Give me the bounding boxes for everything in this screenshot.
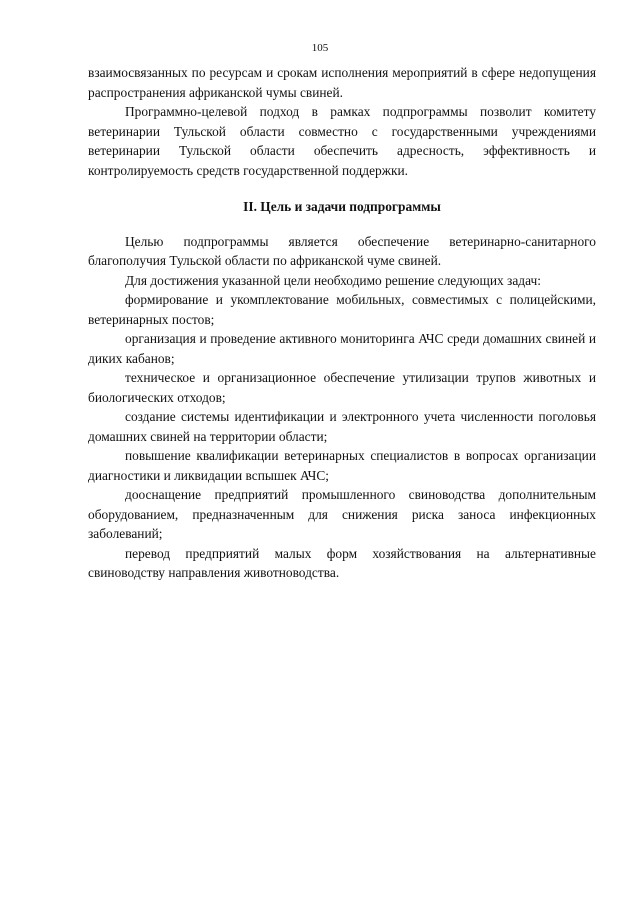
tasks-intro-paragraph: Для достижения указанной цели необходимо решение следующих задач: xyxy=(125,272,541,288)
intro-paragraph-1: взаимосвязанных по ресурсам и срокам исполнения мероприятий в сфере недопущения распространения африканской чумы свиней. xyxy=(88,65,596,100)
task-item-4: создание системы идентификации и электронного учета численности поголовья домашних свиней на территории области; xyxy=(88,409,596,444)
task-item-2: организация и проведение активного мониторинга АЧС среди домашних свиней и диких кабанов; xyxy=(88,331,596,366)
intro-paragraph-2: Программно-целевой подход в рамках подпрограммы позволит комитету ветеринарии Тульской области совместно с государственными учреждениями ветеринарии Тульской области обеспечить адресность, эффективность и контролируемость средств государственной поддержки. xyxy=(88,104,596,178)
task-item-7: перевод предприятий малых форм хозяйствования на альтернативные свиноводству направления животноводства. xyxy=(88,545,596,580)
task-item-5: повышение квалификации ветеринарных специалистов в вопросах организации диагностики и ликвидации вспышек АЧС; xyxy=(88,448,596,483)
task-item-6: дооснащение предприятий промышленного свиноводства дополнительным оборудованием, предназначенным для снижения риска заноса инфекционных заболеваний; xyxy=(88,487,596,541)
page-number: 105 xyxy=(311,42,329,54)
goal-paragraph: Целью подпрограммы является обеспечение ветеринарно-санитарного благополучия Тульской области по африканской чуме свиней. xyxy=(88,233,596,268)
task-item-3: техническое и организационное обеспечение утилизации трупов животных и биологических отходов; xyxy=(88,370,596,405)
section-heading: II. Цель и задачи подпрограммы xyxy=(243,199,441,214)
document-body xyxy=(88,63,596,583)
task-item-1: формирование и укомплектование мобильных, совместимых с полицейскими, ветеринарных постов; xyxy=(88,292,596,327)
